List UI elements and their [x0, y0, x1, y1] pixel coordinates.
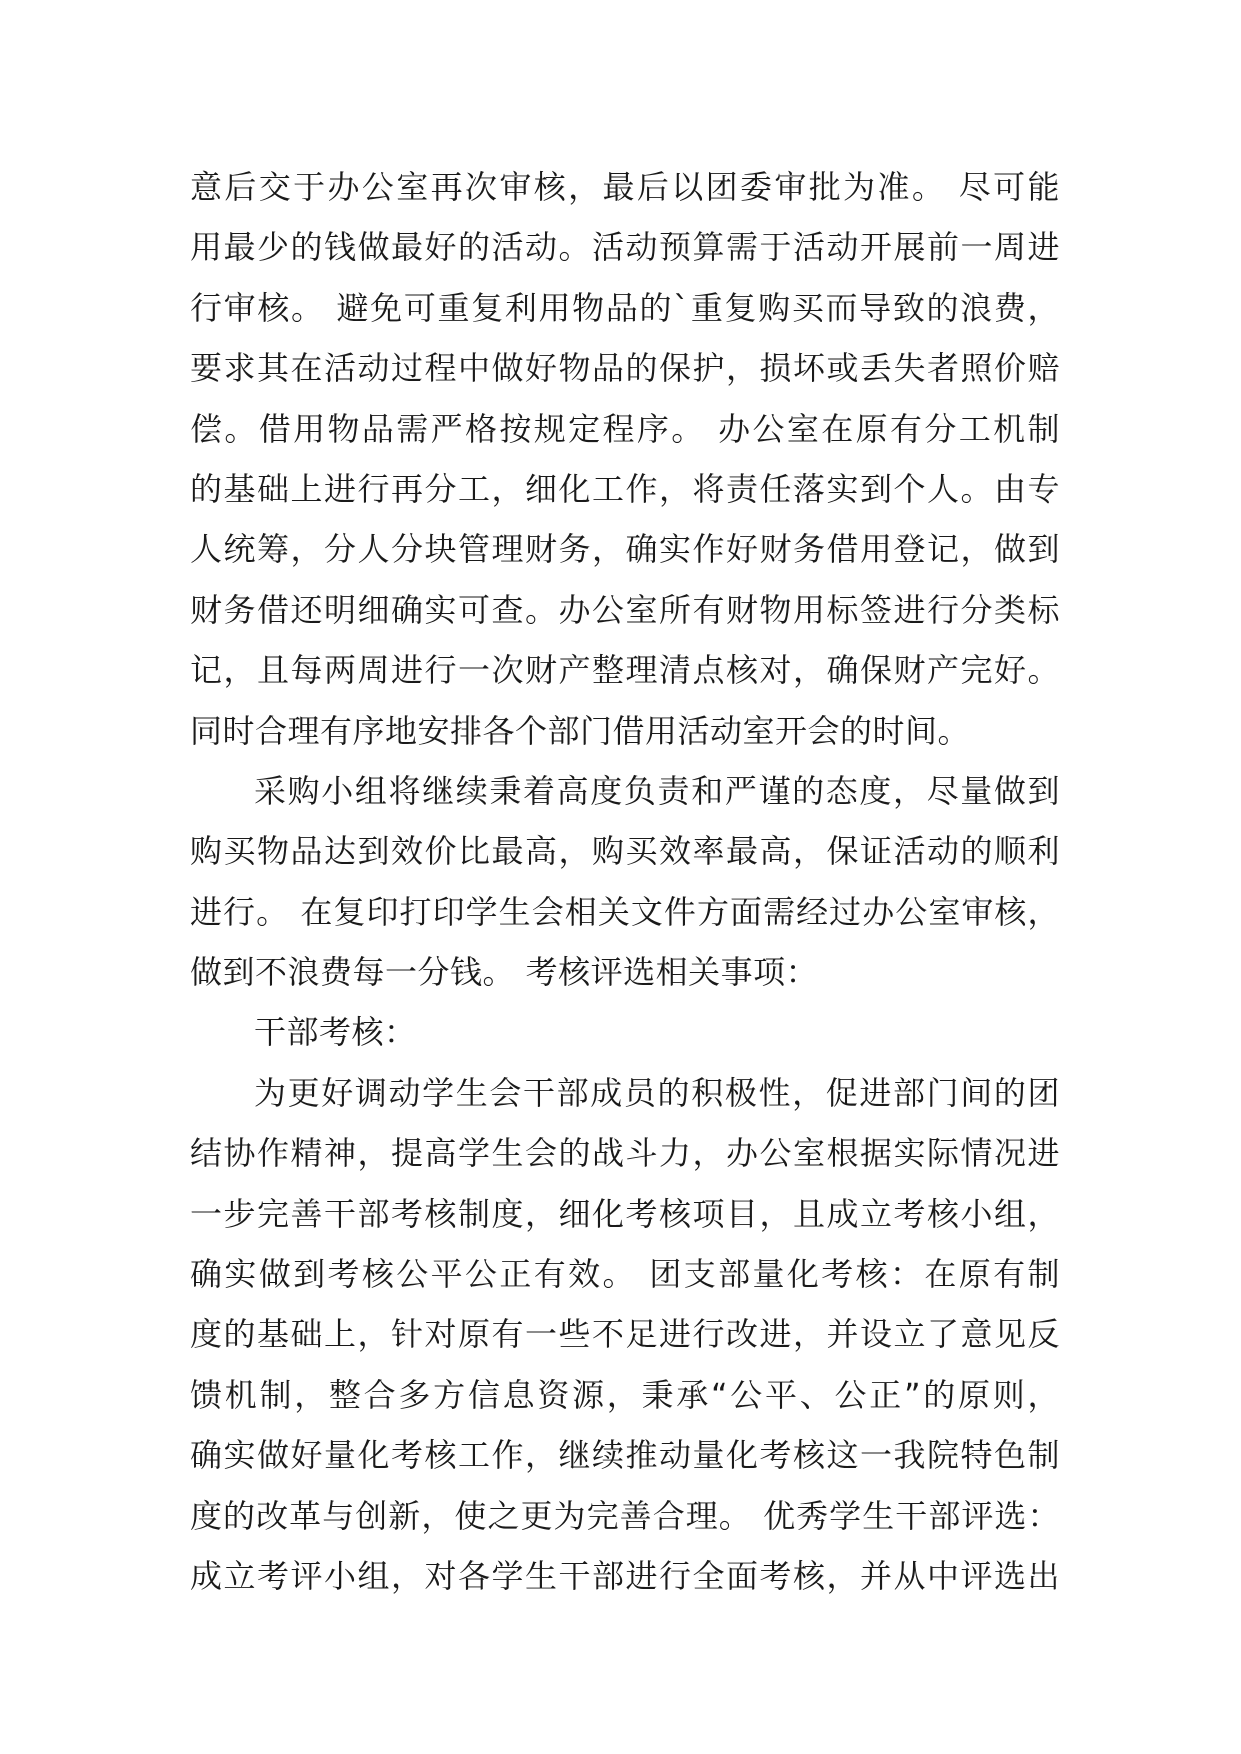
text-line: 一步完善干部考核制度，细化考核项目，且成立考核小组， [190, 1194, 1060, 1233]
text-line: 结协作精神，提高学生会的战斗力，办公室根据实际情况进 [190, 1134, 1060, 1173]
text-line: 成立考评小组，对各学生干部进行全面考核，并从中评选出 [190, 1556, 1060, 1595]
text-line: 确实做到考核公平公正有效。 团支部量化考核：在原有制 [190, 1255, 1060, 1294]
text-line: 确实做好量化考核工作，继续推动量化考核这一我院特色制 [190, 1436, 1060, 1475]
text-line: 人统筹，分人分块管理财务，确实作好财务借用登记，做到 [190, 530, 1060, 569]
text-line: 财务借还明细确实可查。办公室所有财物用标签进行分类标 [190, 590, 1060, 629]
text-line: 偿。借用物品需严格按规定程序。 办公室在原有分工机制 [190, 409, 1060, 448]
text-line: 馈机制，整合多方信息资源，秉承“公平、公正”的原则， [190, 1375, 1060, 1414]
text-line: 的基础上进行再分工，细化工作，将责任落实到个人。由专 [190, 469, 1060, 508]
text-line: 采购小组将继续秉着高度负责和严谨的态度，尽量做到 [254, 771, 1060, 810]
text-line: 做到不浪费每一分钱。 考核评选相关事项： [190, 953, 819, 992]
section-heading: 干部考核： [254, 1013, 417, 1052]
text-line: 要求其在活动过程中做好物品的保护，损坏或丢失者照价赔 [190, 349, 1060, 388]
document-body [190, 157, 1060, 1606]
text-line: 意后交于办公室再次审核，最后以团委审批为准。 尽可能 [190, 168, 1060, 206]
text-line: 度的基础上，针对原有一些不足进行改进，并设立了意见反 [190, 1315, 1060, 1354]
text-line: 度的改革与创新，使之更为完善合理。 优秀学生干部评选： [190, 1496, 1060, 1535]
text-line: 行审核。 避免可重复利用物品的`重复购买而导致的浪费， [190, 288, 1060, 327]
text-line: 进行。 在复印打印学生会相关文件方面需经过办公室审核， [190, 892, 1060, 931]
text-line: 记，且每两周进行一次财产整理清点核对，确保财产完好。 [190, 651, 1060, 690]
text-line: 购买物品达到效价比最高，购买效率最高，保证活动的顺利 [190, 832, 1060, 871]
text-line: 用最少的钱做最好的活动。活动预算需于活动开展前一周进 [190, 228, 1060, 267]
text-line: 同时合理有序地安排各个部门借用活动室开会的时间。 [190, 711, 971, 750]
text-line: 为更好调动学生会干部成员的积极性，促进部门间的团 [254, 1073, 1060, 1112]
